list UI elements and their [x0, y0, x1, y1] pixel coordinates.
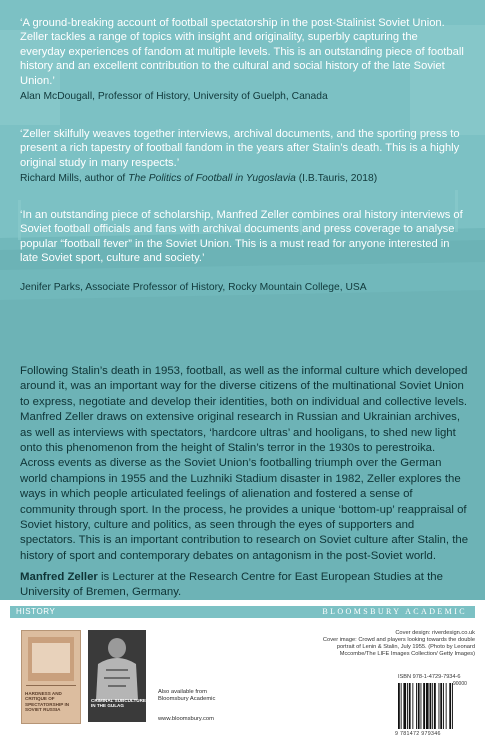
barcode-image — [397, 683, 473, 729]
attribution-publisher: (I.B.Tauris, 2018) — [295, 173, 378, 184]
review-attribution-1: Alan McDougall, Professor of History, University of Guelph, Canada — [20, 91, 328, 102]
related-book-2-title: CRIMINAL SUBCULTURE IN THE GULAG — [91, 698, 146, 709]
author-name: Manfred Zeller — [20, 571, 98, 583]
isbn-label: ISBN 978-1-4729-7934-6 — [398, 674, 461, 680]
cover-credit-line: portrait of Lenin & Stalin, July 1955. (Photo by Leonard — [336, 643, 475, 650]
review-quote-3: ‘In an outstanding piece of scholarship, Manfred Zeller combines oral history interviews of Soviet football officials and fans with archival documents and press coverage to analyse popular “football fever” in the Soviet Union. This is a must read for anyone interested in late Soviet sport, culture and society.’ — [20, 209, 463, 265]
also-available-line-1: Also available from — [158, 689, 207, 695]
also-available-line-2: Bloomsbury Academic — [158, 696, 216, 703]
review-quote-1: ‘A ground-breaking account of football spectatorship in the post-Stalinist Soviet Union. Zeller tackles a range of topics with insight and originality, superbly capturing the everyday experiences of fandom at multiple levels. This is an outstanding piece of football history and an excellent contribution to the cultural and social history of the late Soviet Union.’ — [20, 17, 464, 87]
cited-book-title: The Politics of Football in Yugoslavia — [128, 173, 296, 184]
also-available-note — [158, 689, 215, 703]
cover-credit-line: Cover image: Crowd and players looking towards the double — [322, 636, 475, 643]
price-code: 90000 — [453, 681, 467, 687]
review-attribution-3: Jenifer Parks, Associate Professor of History, Rocky Mountain College, USA — [20, 282, 367, 293]
related-book-1-title: HARDNESS AND CRITIQUE OF SPECTATORSHIP IN SOVIET RUSSIA — [25, 691, 70, 713]
author-bio — [20, 570, 470, 601]
publisher-website: www.bloomsbury.com — [158, 716, 214, 722]
book-description: Following Stalin’s death in 1953, football, as well as the informal culture which developed around it, was an important way for the diverse citizens of the multinational Soviet Union to express, negotiate and develop their identities, both on individual and collective levels. Manfred Zeller draws on extensive original research in Russian and Ukrainian archives, as well as interviews with spectators, ‘hardcore ultras’ and hooligans, to shed new light onto this phenomenon from the height of Stalin’s terror in the 1930s to perestroika. Across events as diverse as the Soviet Union’s footballing triumph over the German world champions in 1955 and the Luzhniki Stadium disaster in 1982, Zeller explores the ways in which people articulated feelings of alienation and fostered a sense of community through sport. In the process, he provides a unique ‘bottom-up’ reappraisal of Soviet history, culture and politics, as seen through the eyes of supporters and spectators. This is an important contribution to research on Soviet culture after Stalin, the history of sport and contemporary debates on antagonism in the post-Soviet world. — [20, 365, 469, 562]
review-quote-2: ‘Zeller skilfully weaves together interviews, archival documents, and the sporting press to present a rich tapestry of football fandom in the years after Stalin’s death. This is a highly original study in many respects.’ — [20, 128, 460, 169]
review-attribution-2 — [20, 172, 475, 185]
cover-credit-line: Mccombe/The LIFE Images Collection/ Getty Images) — [339, 650, 475, 657]
category-strip — [10, 606, 475, 618]
related-book-cover-1 — [21, 630, 81, 724]
author-bio-text: is Lecturer at the Research Centre for East European Studies at the University of Bremen, Germany. — [20, 571, 443, 599]
barcode-number: 9 781472 979346 — [395, 731, 441, 737]
publisher-name: BLOOMSBURY ACADEMIC — [322, 607, 467, 616]
category-label: HISTORY — [16, 607, 56, 616]
cover-credit-line: Cover design: riverdesign.co.uk — [395, 630, 475, 636]
related-book-cover-2 — [88, 630, 146, 722]
cover-credits — [275, 630, 475, 658]
attribution-author: Richard Mills, author of — [20, 173, 129, 184]
